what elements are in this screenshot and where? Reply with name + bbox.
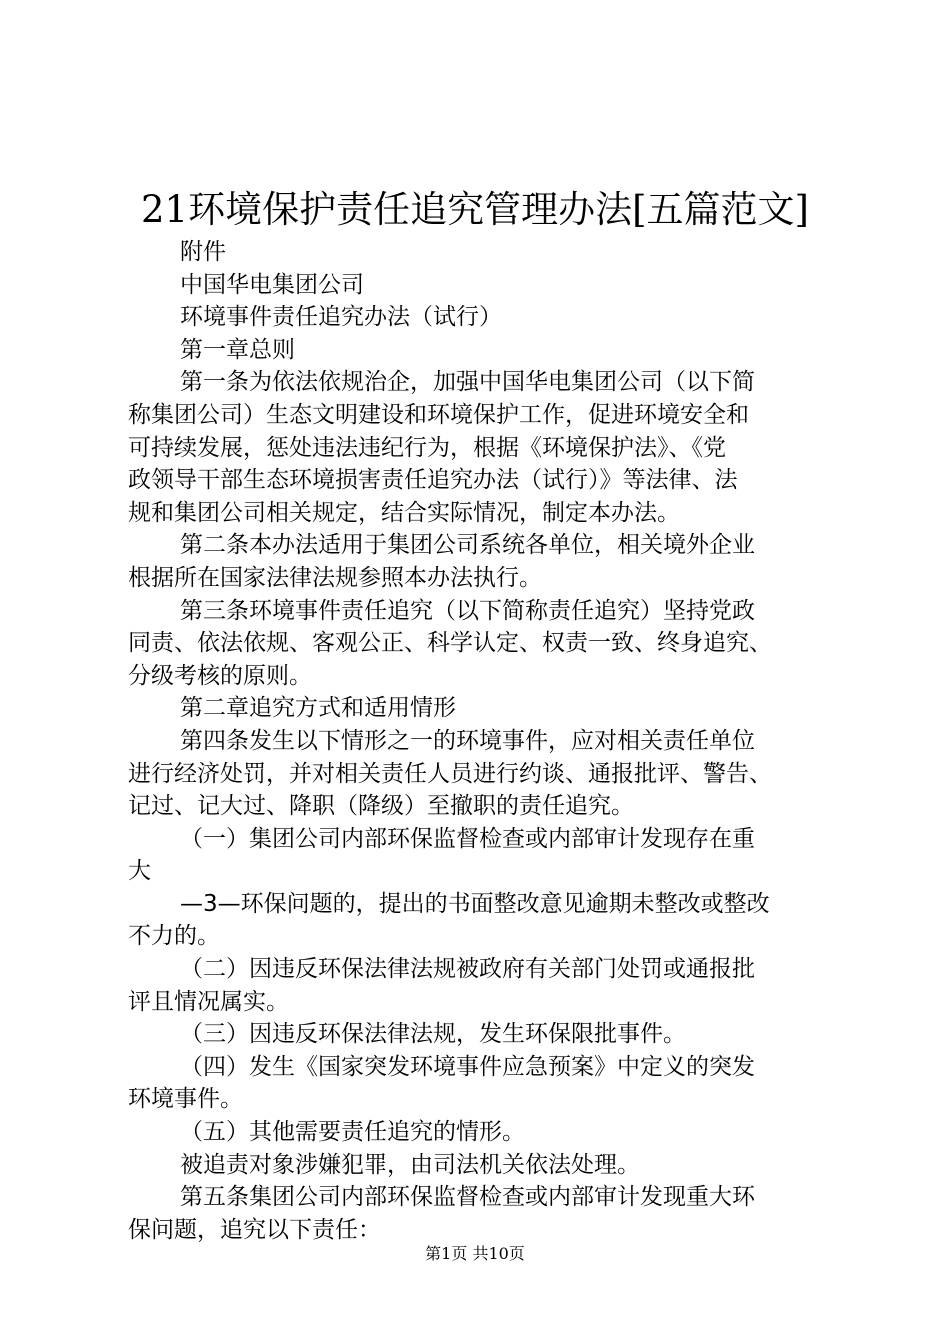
page-footer: 第1页 共10页	[425, 1244, 525, 1263]
text-line: （二）因违反环保法律法规被政府有关部门处罚或通报批	[180, 956, 755, 983]
text-line: 保问题，追究以下责任：	[128, 1216, 381, 1243]
text-line: 第二条本办法适用于集团公司系统各单位，相关境外企业	[180, 532, 755, 559]
text-line: 不力的。	[128, 923, 220, 950]
document-title: 21环境保护责任追究管理办法[五篇范文]	[141, 188, 809, 231]
text-line: 同责、依法依规、客观公正、科学认定、权责一致、终身追究、	[128, 630, 772, 657]
text-line: 记过、记大过、降职（降级）至撤职的责任追究。	[128, 793, 634, 820]
text-line: 环境事件。	[128, 1086, 243, 1113]
text-line: 第二章追究方式和适用情形	[180, 695, 456, 722]
text-line: （三）因违反环保法律法规，发生环保限批事件。	[180, 1021, 686, 1048]
text-line: —3—环保问题的，提出的书面整改意见逾期未整改或整改	[180, 890, 770, 917]
text-line: 被追责对象涉嫌犯罪，由司法机关依法处理。	[180, 1151, 640, 1178]
text-line: 进行经济处罚，并对相关责任人员进行约谈、通报批评、警告、	[128, 760, 772, 787]
text-line: （四）发生《国家突发环境事件应急预案》中定义的突发	[180, 1053, 755, 1080]
text-line: 第四条发生以下情形之一的环境事件，应对相关责任单位	[180, 727, 755, 754]
text-line: 政领导干部生态环境损害责任追究办法（试行）》等法律、法	[128, 467, 738, 494]
text-line: 根据所在国家法律法规参照本办法执行。	[128, 564, 542, 591]
text-line: 分级考核的原则。	[128, 662, 312, 689]
text-line: 第一条为依法依规治企，加强中国华电集团公司（以下简	[180, 369, 755, 396]
text-line: 第五条集团公司内部环保监督检查或内部审计发现重大环	[180, 1184, 755, 1211]
text-line: 环境事件责任追究办法（试行）	[180, 304, 502, 331]
text-line: 第三条环境事件责任追究（以下简称责任追究）坚持党政	[180, 597, 755, 624]
text-line: 第一章总则	[180, 336, 295, 363]
text-line: 称集团公司）生态文明建设和环境保护工作，促进环境安全和	[128, 401, 749, 428]
text-line: （一）集团公司内部环保监督检查或内部审计发现存在重	[180, 825, 755, 852]
document-body	[128, 236, 828, 1246]
text-line: 规和集团公司相关规定，结合实际情况，制定本办法。	[128, 499, 680, 526]
text-line: 附件	[180, 239, 226, 265]
text-line: 评且情况属实。	[128, 988, 289, 1015]
text-line: （五）其他需要责任追究的情形。	[180, 1119, 525, 1146]
text-line: 中国华电集团公司	[180, 271, 364, 298]
text-line: 大	[128, 858, 151, 885]
text-line: 可持续发展，惩处违法违纪行为，根据《环境保护法》、《党	[128, 434, 726, 461]
